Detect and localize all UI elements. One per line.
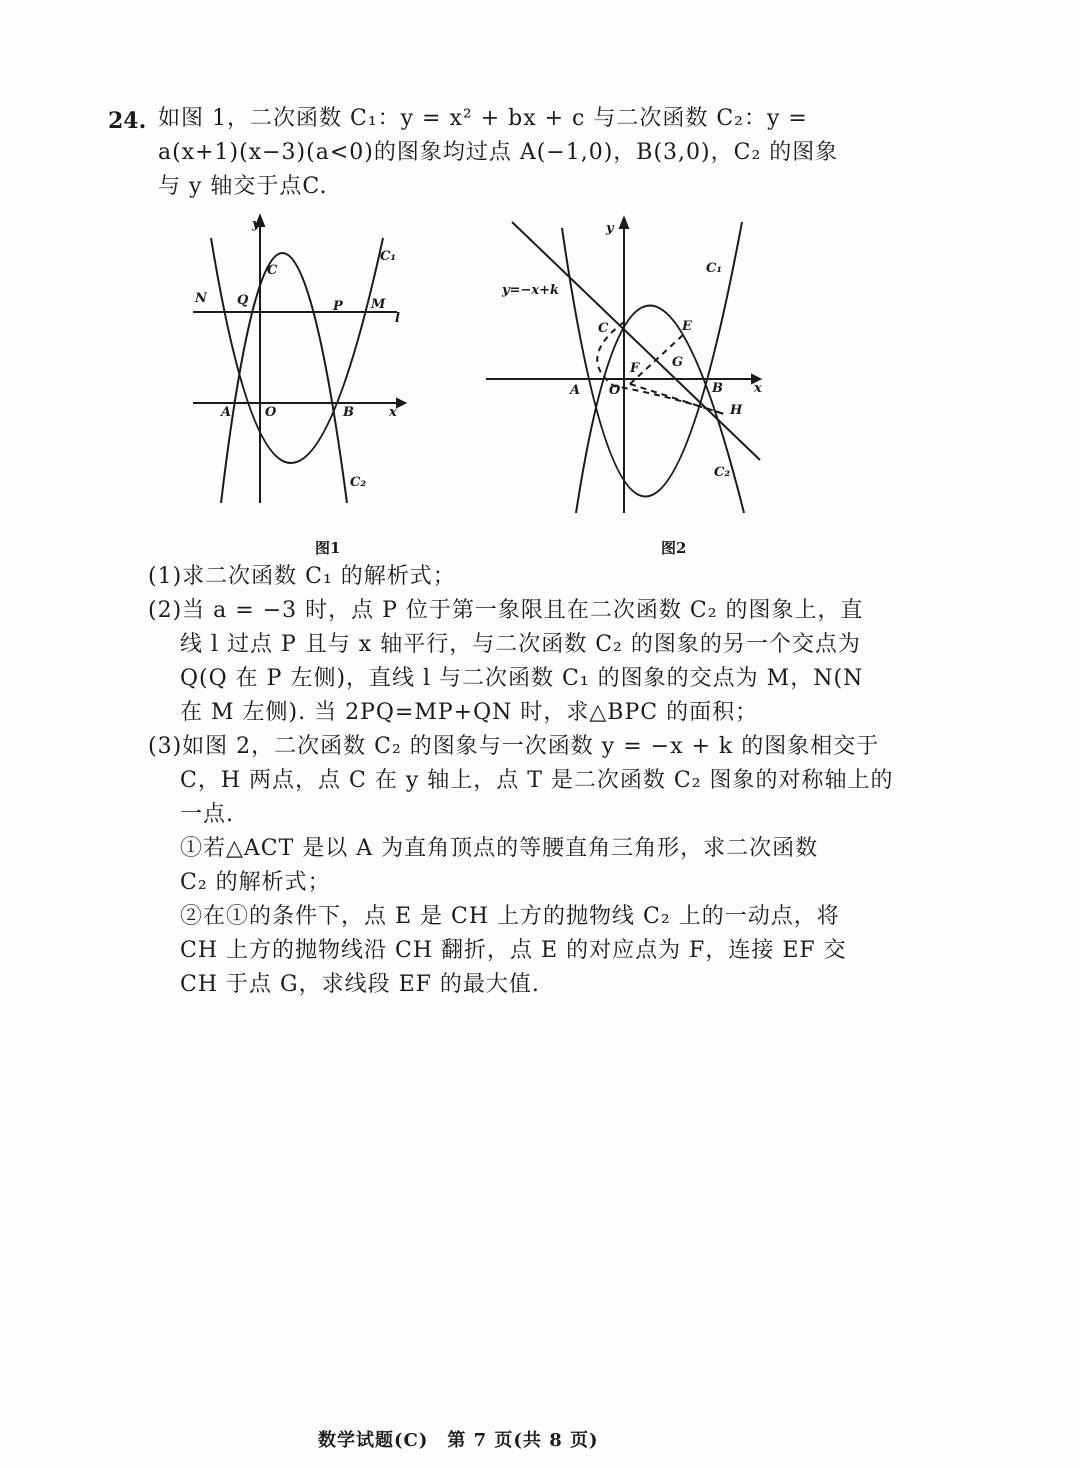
part2-line-3: Q(Q 在 P 左侧)，直线 l 与二次函数 C₁ 的图象的交点为 M，N(N <box>180 666 864 691</box>
figure-2 <box>480 208 770 518</box>
fig2-label-g: G <box>672 355 684 370</box>
fig1-label-m: M <box>371 297 386 312</box>
fig2-label-b: B <box>712 381 723 396</box>
fig2-label-c2: C₂ <box>714 465 731 480</box>
part3-line-3: 一点. <box>180 802 234 827</box>
fig2-label-x: x <box>754 381 762 396</box>
fig2-label-f: F <box>630 361 640 376</box>
stem-line-3: 与 y 轴交于点C. <box>158 174 328 199</box>
part2-line-2: 线 l 过点 P 且与 x 轴平行，与二次函数 C₂ 的图象的另一个交点为 <box>180 632 861 657</box>
part3-line-1: (3)如图 2，二次函数 C₂ 的图象与一次函数 y = −x + k 的图象相交于 <box>148 734 880 759</box>
sub1-line-2: C₂ 的解析式； <box>180 870 331 895</box>
fig1-label-q: Q <box>237 293 249 308</box>
fig2-label-a: A <box>570 383 581 398</box>
fig1-label-l: l <box>395 311 400 326</box>
figure-1 <box>185 208 415 508</box>
fig1-parabola-c1 <box>211 238 383 463</box>
fig1-label-p: P <box>333 299 343 314</box>
figure-1-caption: 图1 <box>315 539 341 557</box>
fig2-y-arrow <box>620 218 628 228</box>
fig1-label-a: A <box>221 405 232 420</box>
fig1-label-o: O <box>265 405 277 420</box>
fig1-label-y: y <box>252 217 260 232</box>
fig2-line <box>512 222 760 460</box>
fig1-label-n: N <box>195 291 207 306</box>
fig2-reflected-arc <box>597 322 724 414</box>
question-number: 24. <box>108 108 147 134</box>
part2-line-4: 在 M 左侧). 当 2PQ=MP+QN 时，求△BPC 的面积； <box>180 700 759 725</box>
part1-line: (1)求二次函数 C₁ 的解析式； <box>148 564 456 589</box>
fig2-label-e: E <box>682 319 692 334</box>
stem-line-2: a(x+1)(x−3)(a<0)的图象均过点 A(−1,0)，B(3,0)，C₂ 的图象 <box>158 140 839 165</box>
fig1-label-b: B <box>343 405 354 420</box>
fig2-label-line: y=−x+k <box>502 283 559 298</box>
fig1-x-arrow <box>397 399 405 407</box>
fig1-label-c1: C₁ <box>380 249 397 264</box>
fig2-label-c1: C₁ <box>706 261 723 276</box>
fig1-label-c2: C₂ <box>350 475 367 490</box>
fig2-label-c: C <box>598 321 609 336</box>
stem-line-1: 如图 1，二次函数 C₁：y = x² + bx + c 与二次函数 C₂：y = <box>158 106 808 131</box>
fig2-label-y: y <box>606 221 614 236</box>
sub2-line-1: ②在①的条件下，点 E 是 CH 上方的抛物线 C₂ 上的一动点，将 <box>180 904 840 929</box>
fig2-label-h: H <box>730 403 743 418</box>
figure-2-caption: 图2 <box>661 539 687 557</box>
part2-line-1: (2)当 a = −3 时，点 P 位于第一象限且在二次函数 C₂ 的图象上，直 <box>148 598 864 623</box>
sub2-line-3: CH 于点 G，求线段 EF 的最大值. <box>180 972 540 997</box>
part3-line-2: C，H 两点，点 C 在 y 轴上，点 T 是二次函数 C₂ 图象的对称轴上的 <box>180 768 894 793</box>
sub1-line-1: ①若△ACT 是以 A 为直角顶点的等腰直角三角形，求二次函数 <box>180 836 819 861</box>
fig2-label-o: O <box>609 383 621 398</box>
fig1-label-x: x <box>389 405 397 420</box>
page-footer: 数学试题(C) 第 7 页(共 8 页) <box>318 1430 599 1451</box>
fig1-label-c: C <box>267 263 278 278</box>
sub2-line-2: CH 上方的抛物线沿 CH 翻折，点 E 的对应点为 F，连接 EF 交 <box>180 938 847 963</box>
